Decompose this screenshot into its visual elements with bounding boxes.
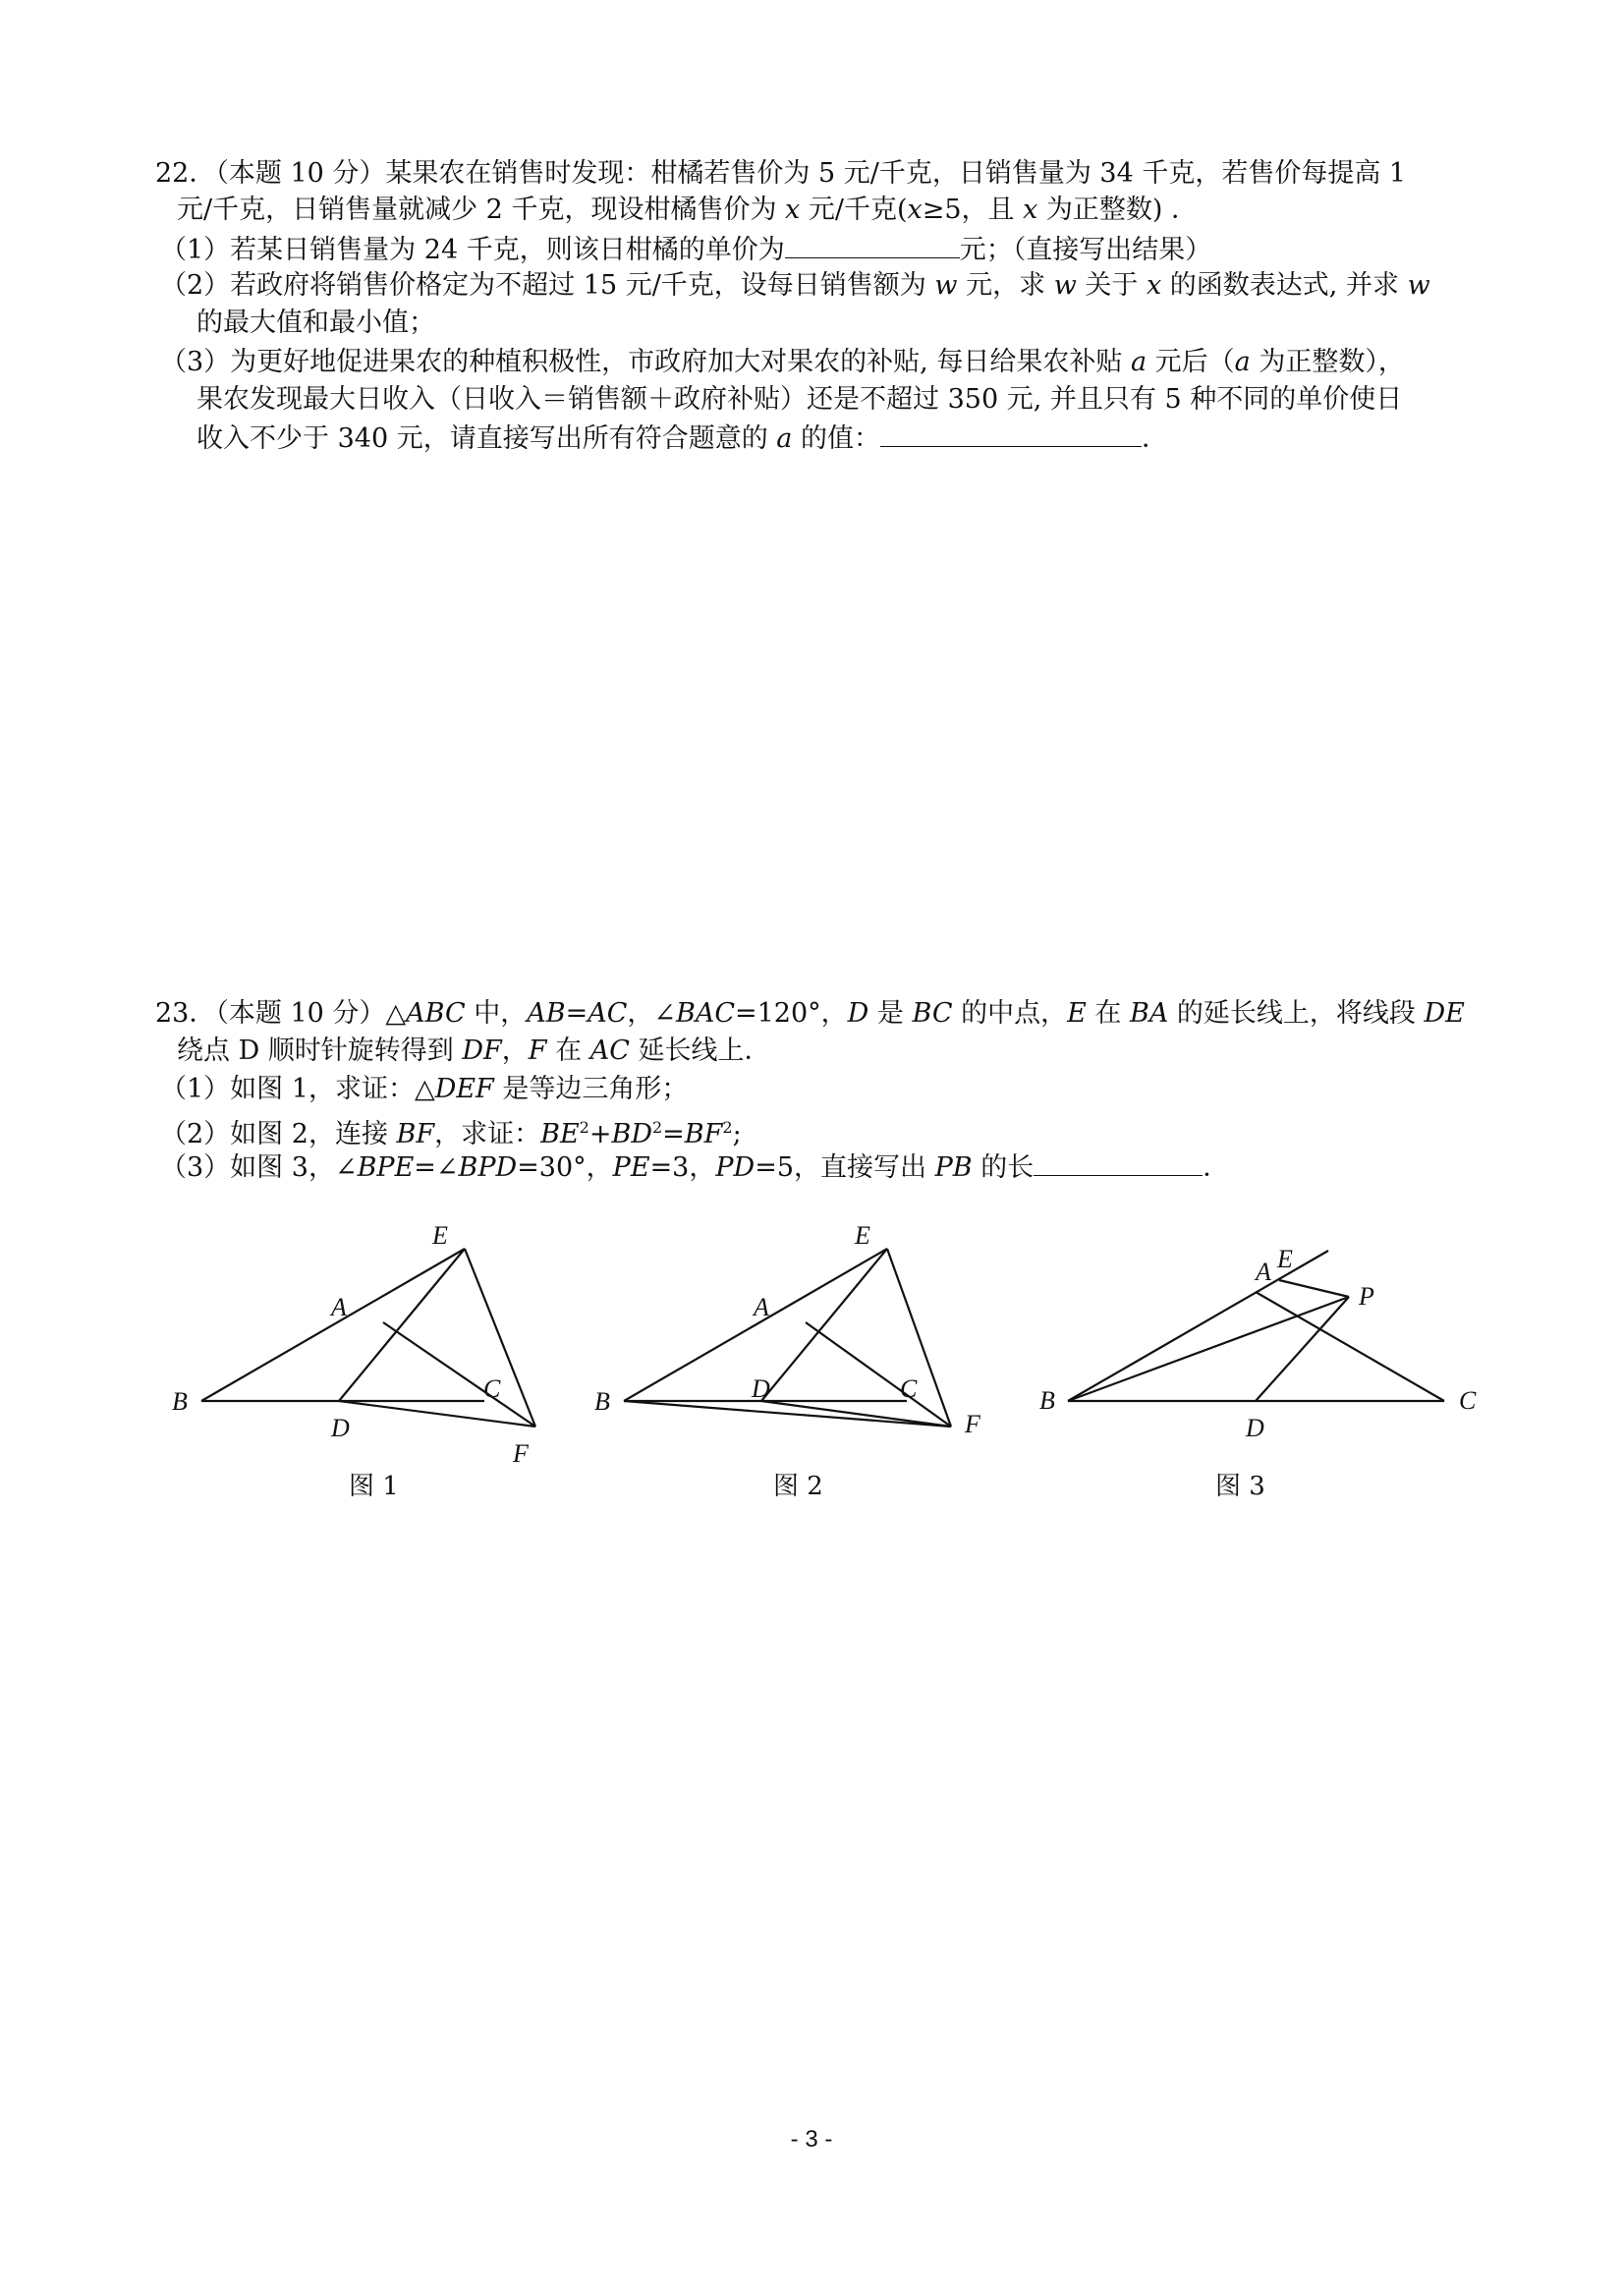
line-DF [339, 1401, 535, 1427]
label-A: A [754, 1293, 769, 1321]
q23-line2: 绕点 D 顺时针旋转得到 DF，F 在 AC 延长线上． [177, 1036, 771, 1066]
q23-part2: （2）如图 2，连接 BF，求证：$BE^2+BD^2=BF^2$; [160, 1118, 742, 1149]
q23-line1: 23．（本题 10 分）△ABC 中，AB=AC，∠BAC=120°，D 是 BC 的中点，E 在 BA 的延长线上，将线段 DE [155, 998, 1465, 1029]
line-AF [383, 1322, 535, 1427]
label-E: E [432, 1221, 448, 1250]
line-BP [1068, 1297, 1349, 1401]
page-number: - 3 - [790, 2126, 833, 2153]
q22-line1: 22．（本题 10 分）某果农在销售时发现：柑橘若售价为 5 元/千克，日销售量为 34 千克，若售价每提高 1 [155, 158, 1407, 189]
q22-number: 22． [155, 158, 216, 189]
label-C: C [1459, 1386, 1477, 1415]
label-B: B [594, 1387, 610, 1416]
label-P: P [1359, 1282, 1374, 1311]
q22-part3-line3: 收入不少于 340 元，请直接写出所有符合题意的 a 的值： ． [196, 419, 1168, 458]
label-D: D [331, 1414, 350, 1442]
line-EF [887, 1249, 951, 1427]
figure-1 [157, 1218, 570, 1478]
label-D: D [752, 1374, 770, 1403]
q23-score: （本题 10 分） [215, 998, 386, 1029]
figure-2 [580, 1218, 1012, 1478]
q22-score: （本题 10 分） [215, 158, 386, 189]
figure-1-caption: 图 1 [349, 1472, 399, 1501]
q22-part1: （1）若某日销售量为 24 千克，则该日柑橘的单价为 元；（直接写出结果） [160, 230, 1211, 269]
q22-part3: （3）为更好地促进果农的种植积极性，市政府加大对果农的补贴, 每日给果农补贴 a 元后（a 为正整数）， [160, 347, 1405, 377]
q23-number: 23． [155, 998, 216, 1029]
line-AC [1256, 1292, 1444, 1401]
label-F: F [513, 1439, 529, 1468]
q23-part1: （1）如图 1，求证：△DEF 是等边三角形； [160, 1074, 689, 1104]
answer-blank[interactable] [1034, 1148, 1203, 1176]
label-B: B [172, 1387, 188, 1416]
label-A: A [1256, 1258, 1271, 1286]
q22-line2: 元/千克，日销售量就减少 2 千克，现设柑橘售价为 x 元/千克(x≥5，且 x 为正整数) ． [177, 195, 1199, 225]
figure-3 [1032, 1218, 1503, 1478]
line-EP [1279, 1280, 1349, 1297]
label-E: E [1277, 1245, 1293, 1273]
line-DE [339, 1249, 465, 1401]
q22-part2: （2）若政府将销售价格定为不超过 15 元/千克，设每日销售额为 w 元，求 w 关于 x 的函数表达式, 并求 w [160, 270, 1430, 301]
answer-blank[interactable] [785, 230, 960, 258]
line-DE [761, 1249, 887, 1401]
q23-part3: （3）如图 3，∠BPE=∠BPD=30°，PE=3，PD=5，直接写出 PB 的长 ． [160, 1148, 1229, 1187]
figure-2-caption: 图 2 [773, 1472, 823, 1501]
label-C: C [483, 1374, 501, 1403]
line-DP [1256, 1297, 1349, 1401]
label-C: C [900, 1374, 918, 1403]
line-BE [201, 1249, 465, 1401]
answer-blank[interactable] [880, 419, 1142, 447]
label-B: B [1039, 1386, 1055, 1415]
q22-part3-line2: 果农发现最大日收入（日收入＝销售额＋政府补贴）还是不超过 350 元, 并且只有 5 种不同的单价使日 [196, 384, 1403, 415]
label-F: F [965, 1410, 980, 1438]
figure-3-diagram [1032, 1218, 1503, 1474]
label-D: D [1246, 1414, 1264, 1442]
figure-3-caption: 图 3 [1215, 1472, 1265, 1501]
label-E: E [855, 1221, 870, 1250]
figure-2-diagram [580, 1218, 1012, 1474]
label-A: A [331, 1293, 347, 1321]
q22-part2-cont: 的最大值和最小值； [196, 308, 435, 338]
figure-1-diagram [157, 1218, 570, 1474]
